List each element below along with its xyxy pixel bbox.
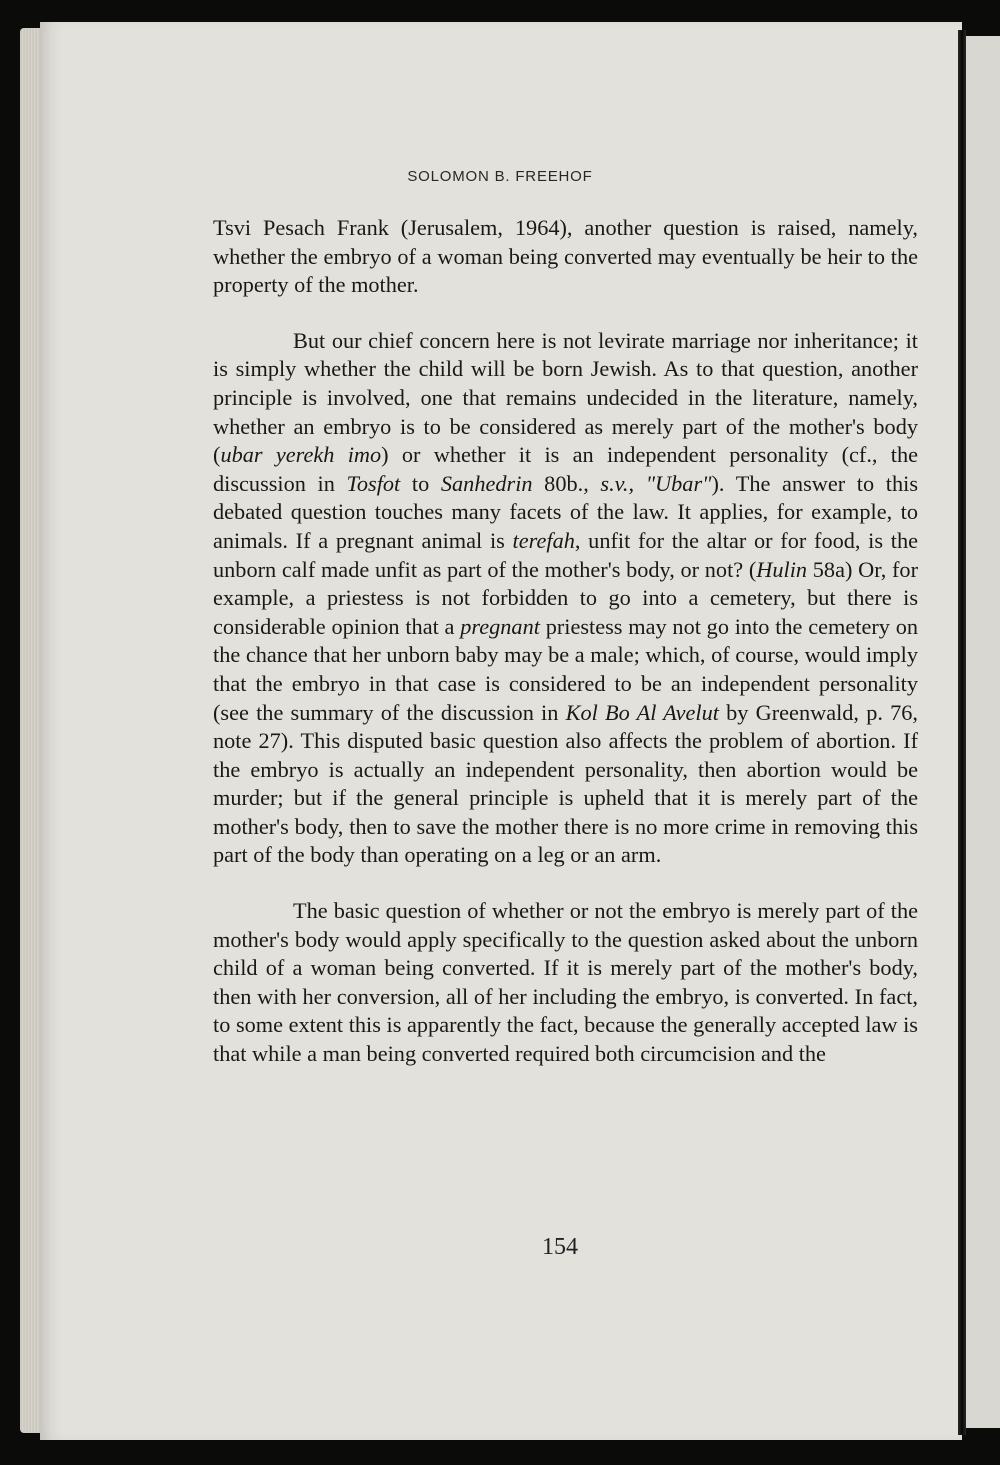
text-run: , unfit for the altar or for food, is the unborn calf made unfit as part of the mother's body, or not? ( xyxy=(213,527,919,582)
facing-page-edge xyxy=(962,36,1000,1428)
running-head: SOLOMON B. FREEHOF xyxy=(407,168,593,185)
text-run: to xyxy=(400,470,441,496)
text-run: by Greenwald, p. 76, note 27). This disputed basic question also affects the problem of abortion. If the embryo is actually an independent personality, then abortion would be murder; but if the general principle is upheld that it is merely part of the mother's body, then to save the mother there is no more crime in removing this part of the body than operating on a leg or an arm. xyxy=(213,699,918,868)
paragraph-1 xyxy=(213,214,918,300)
paragraph-2 xyxy=(213,327,918,870)
paragraph-3 xyxy=(213,897,918,1069)
text-run: Tsvi Pesach Frank (Jerusalem, 1964), another question is raised, namely, whether the embryo of a woman being converted may eventually be heir to the property of the mother. xyxy=(213,215,918,298)
text-run: priestess may not go into the cemetery on the chance that her unborn baby may be a male; which, of course, would imply that the embryo in that case is considered to be an independent personality (see the summary of the discussion in xyxy=(213,613,918,725)
italic-term: Tosfot xyxy=(346,470,401,496)
italic-term: terefah xyxy=(512,527,575,553)
page-number: 154 xyxy=(542,1234,578,1260)
text-run: ). The answer to this debated question touches many facets of the law. It applies, for example, to animals. If a pregnant animal is xyxy=(213,470,919,553)
italic-term: ubar yerekh imo xyxy=(220,442,382,468)
book-gutter xyxy=(958,30,966,1435)
text-run: ) or whether it is an independent personality (cf., the discussion in xyxy=(213,442,918,496)
italic-term: s.v., "Ubar" xyxy=(600,470,712,496)
italic-term: pregnant xyxy=(460,613,540,639)
text-run: 80b., xyxy=(532,470,601,496)
italic-term: Sanhedrin xyxy=(440,470,533,496)
body-text xyxy=(213,214,918,1069)
italic-term: Kol Bo Al Avelut xyxy=(565,699,719,725)
italic-term: Hulin xyxy=(756,556,808,582)
text-run: The basic question of whether or not the embryo is merely part of the mother's body would apply specifically to the question asked about the unborn child of a woman being converted. If it is merely part of the mother's body, then with her conversion, all of her including the embryo, is converted. In fact, to some extent this is apparently the fact, because the generally accepted law is that while a man being converted required both circumcision and the xyxy=(213,898,918,1067)
text-run: 58a) Or, for example, a priestess is not forbidden to go into a cemetery, but there is considerable opinion that a xyxy=(213,556,918,639)
text-run: But our chief concern here is not levirate marriage nor inheritance; it is simply whether the child will be born Jewish. As to that question, another principle is involved, one that remains undecided in the literature, namely, whether an embryo is to be considered as merely part of the mother's body ( xyxy=(213,327,918,468)
